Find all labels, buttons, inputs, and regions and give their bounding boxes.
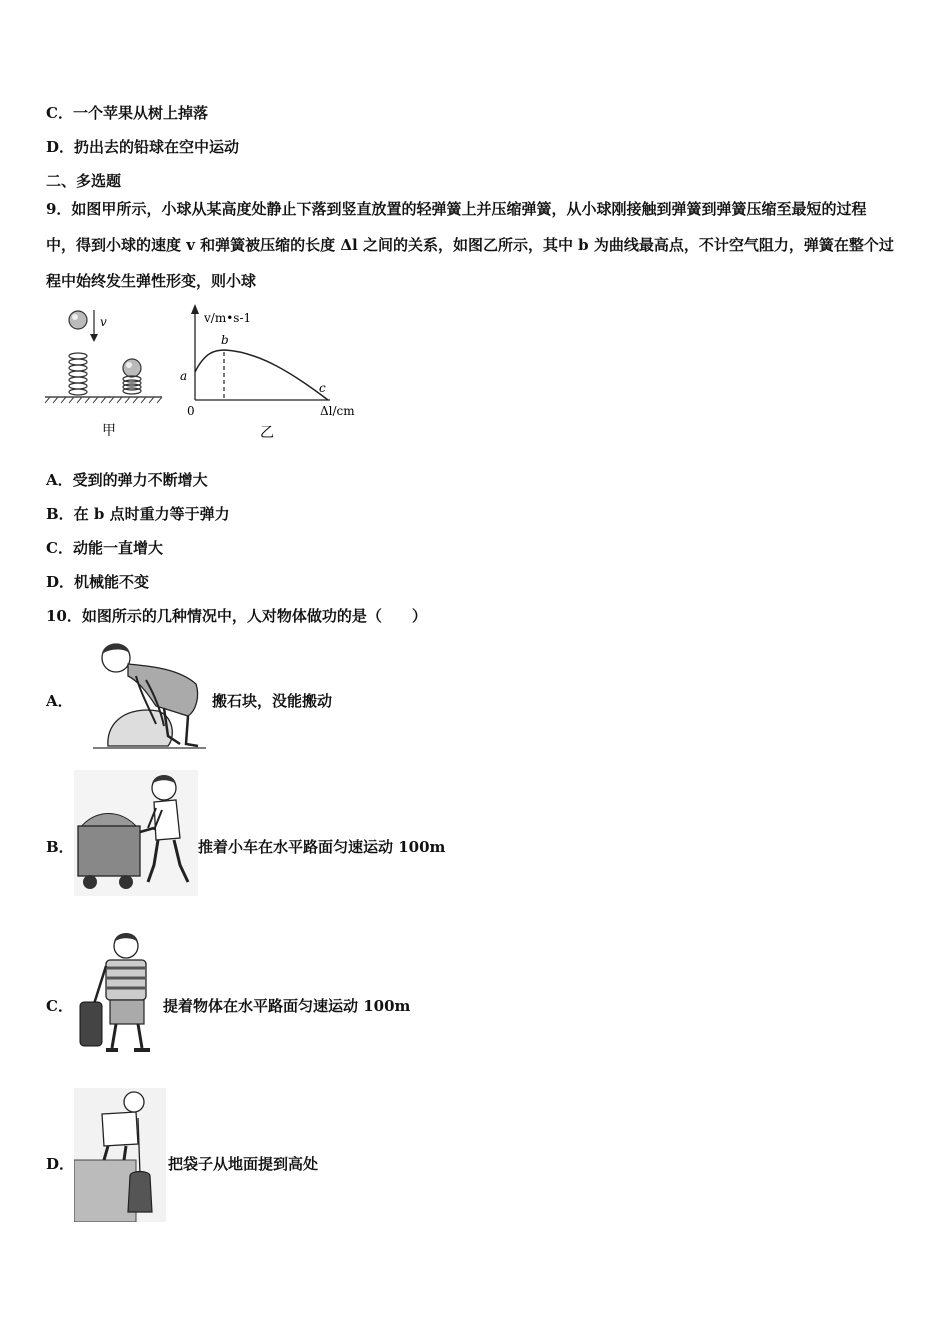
q8-option-c: C．一个苹果从树上掉落 bbox=[46, 104, 208, 122]
cart-wheel-2 bbox=[119, 875, 133, 889]
rock-shape bbox=[108, 710, 172, 746]
q10-option-b-caption: 推着小车在水平路面匀速运动 100m bbox=[198, 838, 446, 856]
q9-option-a: A．受到的弹力不断增大 bbox=[46, 471, 208, 489]
point-c-label: c bbox=[319, 381, 326, 395]
falling-ball bbox=[69, 311, 87, 329]
q9-option-d: D．机械能不变 bbox=[46, 573, 150, 591]
person-lifting-rock-svg bbox=[88, 636, 210, 752]
q10-option-a-illustration bbox=[88, 636, 210, 752]
legs-shape-c bbox=[112, 1024, 142, 1048]
velocity-arrowhead bbox=[90, 334, 98, 342]
q10-option-c-letter: C． bbox=[46, 997, 73, 1015]
q9-figure bbox=[40, 300, 380, 450]
q9-option-b: B．在 b 点时重力等于弹力 bbox=[46, 505, 230, 523]
label-jia: 甲 bbox=[102, 423, 116, 439]
q8-option-d: D．扔出去的铅球在空中运动 bbox=[46, 138, 240, 156]
spring-compressed bbox=[123, 376, 141, 394]
ball-on-spring bbox=[123, 359, 141, 377]
q10-option-c-illustration bbox=[76, 930, 162, 1060]
point-a-label: a bbox=[180, 369, 188, 383]
ground-1-hatch bbox=[45, 397, 106, 403]
y-axis-arrow bbox=[191, 304, 199, 314]
point-b-label: b bbox=[221, 333, 229, 347]
label-yi: 乙 bbox=[260, 425, 274, 441]
cart-body bbox=[78, 826, 140, 876]
lifted-bag bbox=[128, 1172, 152, 1213]
person-carrying-bag-svg bbox=[76, 930, 162, 1060]
person-lifting-bag-svg bbox=[74, 1088, 166, 1222]
q10-option-b-illustration bbox=[74, 770, 198, 896]
velocity-label: v bbox=[100, 315, 107, 329]
cart-wheel-1 bbox=[83, 875, 97, 889]
carried-bag bbox=[80, 1002, 102, 1046]
q10-option-b-letter: B． bbox=[46, 838, 74, 856]
platform-block bbox=[74, 1160, 136, 1222]
q10-option-d-illustration bbox=[74, 1088, 166, 1222]
origin-label: 0 bbox=[187, 404, 195, 418]
q10-option-d-letter: D． bbox=[46, 1155, 75, 1173]
velocity-curve bbox=[195, 350, 328, 400]
q10-option-a-caption: 搬石块，没能搬动 bbox=[212, 692, 333, 710]
q10-option-a-letter: A． bbox=[46, 692, 73, 710]
q9-option-c: C．动能一直增大 bbox=[46, 539, 163, 557]
q10-option-d-caption: 把袋子从地面提到高处 bbox=[168, 1155, 319, 1173]
person-pushing-cart-svg bbox=[74, 770, 198, 896]
ball-highlight bbox=[72, 314, 78, 320]
spring-uncompressed bbox=[69, 353, 87, 395]
q10-stem: 10．如图所示的几种情况中，人对物体做功的是（ ） bbox=[46, 607, 427, 625]
shorts bbox=[110, 1000, 144, 1024]
q9-stem: 9．如图甲所示，小球从某高度处静止下落到竖直放置的轻弹簧上并压缩弹簧，从小球刚接触到弹簧到弹簧压缩至最短的过程中，得到小球的速度 v 和弹簧被压缩的长度 Δl 之间的关系，如图乙所示，其中 b 为曲线最高点，不计空气阻力，弹簧在整个过程中始终发生弹性形变，则小球 bbox=[46, 200, 894, 290]
head-shape-d bbox=[124, 1092, 144, 1112]
y-axis-label: v/m•s-1 bbox=[204, 311, 252, 325]
q9-figure-svg bbox=[40, 300, 380, 450]
arm-holding-bag bbox=[94, 966, 106, 1004]
q10-option-c-caption: 提着物体在水平路面匀速运动 100m bbox=[163, 997, 411, 1015]
lab-coat bbox=[102, 1112, 138, 1146]
ball-on-spring-highlight bbox=[126, 362, 132, 368]
ground-2-hatch bbox=[109, 397, 162, 403]
x-axis-label: Δl/cm bbox=[320, 404, 355, 418]
striped-shirt bbox=[106, 960, 146, 1000]
section-title: 二、多选题 bbox=[46, 172, 122, 190]
